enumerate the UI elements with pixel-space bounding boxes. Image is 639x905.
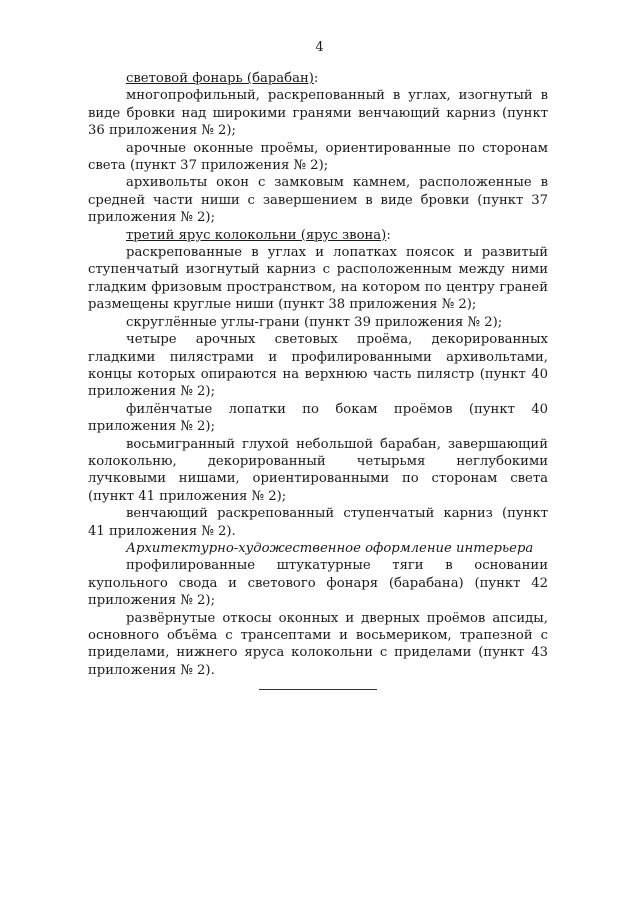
section-heading-text: третий ярус колокольни (ярус звона) <box>126 227 387 243</box>
list-item: венчающий раскрепованный ступенчатый карниз (пункт 41 приложения № 2). <box>88 506 548 539</box>
section-heading-text: световой фонарь (барабан) <box>126 71 314 86</box>
list-item: скруглённые углы-грани (пункт 39 приложения № 2); <box>126 314 503 330</box>
heading-colon: : <box>386 227 391 243</box>
list-item: профилированные штукатурные тяги в основании купольного свода и светового фонаря (барабана) (пункт 42 приложения № 2); <box>88 558 548 609</box>
list-item: развёрнутые откосы оконных и дверных проёмов апсиды, основного объёма с трансептами и восьмериком, трапезной с приделами, нижнего яруса колокольни с приделами (пункт 43 приложения № 2). <box>88 610 548 678</box>
list-item: филёнчатые лопатки по бокам проёмов (пункт 40 приложения № 2); <box>88 401 548 435</box>
list-item: арочные оконные проёмы, ориентированные по сторонам света (пункт 37 приложения № 2); <box>88 140 548 174</box>
section-heading-italic: Архитектурно-художественное оформление интерьера <box>126 540 534 556</box>
list-item: восьмигранный глухой небольшой барабан, завершающий колокольню, декорированный четырьмя неглубокими лучковыми нишами, ориентированными по сторонам света (пункт 41 приложения № 2); <box>88 436 548 504</box>
list-item: раскрепованные в углах и лопатках поясок и развитый ступенчатый изогнутый карниз с расположенным между ними гладким фризовым пространством, на котором по центру граней размещены круглые ниши (пункт 38 приложения № 2); <box>88 245 548 313</box>
document-body <box>88 70 548 679</box>
end-rule <box>259 689 377 690</box>
list-item: четыре арочных световых проёма, декорированных гладкими пилястрами и профилированными архивольтами, концы которых опираются на верхнюю часть пилястр (пункт 40 приложения № 2); <box>88 332 548 400</box>
section-heading <box>88 227 548 244</box>
list-item: архивольты окон с замковым камнем, расположенные в средней части ниши с завершением в виде бровки (пункт 37 приложения № 2); <box>88 175 548 226</box>
page-number: 4 <box>315 40 324 55</box>
section-heading <box>88 70 548 87</box>
list-item: многопрофильный, раскрепованный в углах, изогнутый в виде бровки над широкими гранями венчающий карниз (пункт 36 приложения № 2); <box>88 88 548 139</box>
heading-colon: : <box>313 71 319 86</box>
